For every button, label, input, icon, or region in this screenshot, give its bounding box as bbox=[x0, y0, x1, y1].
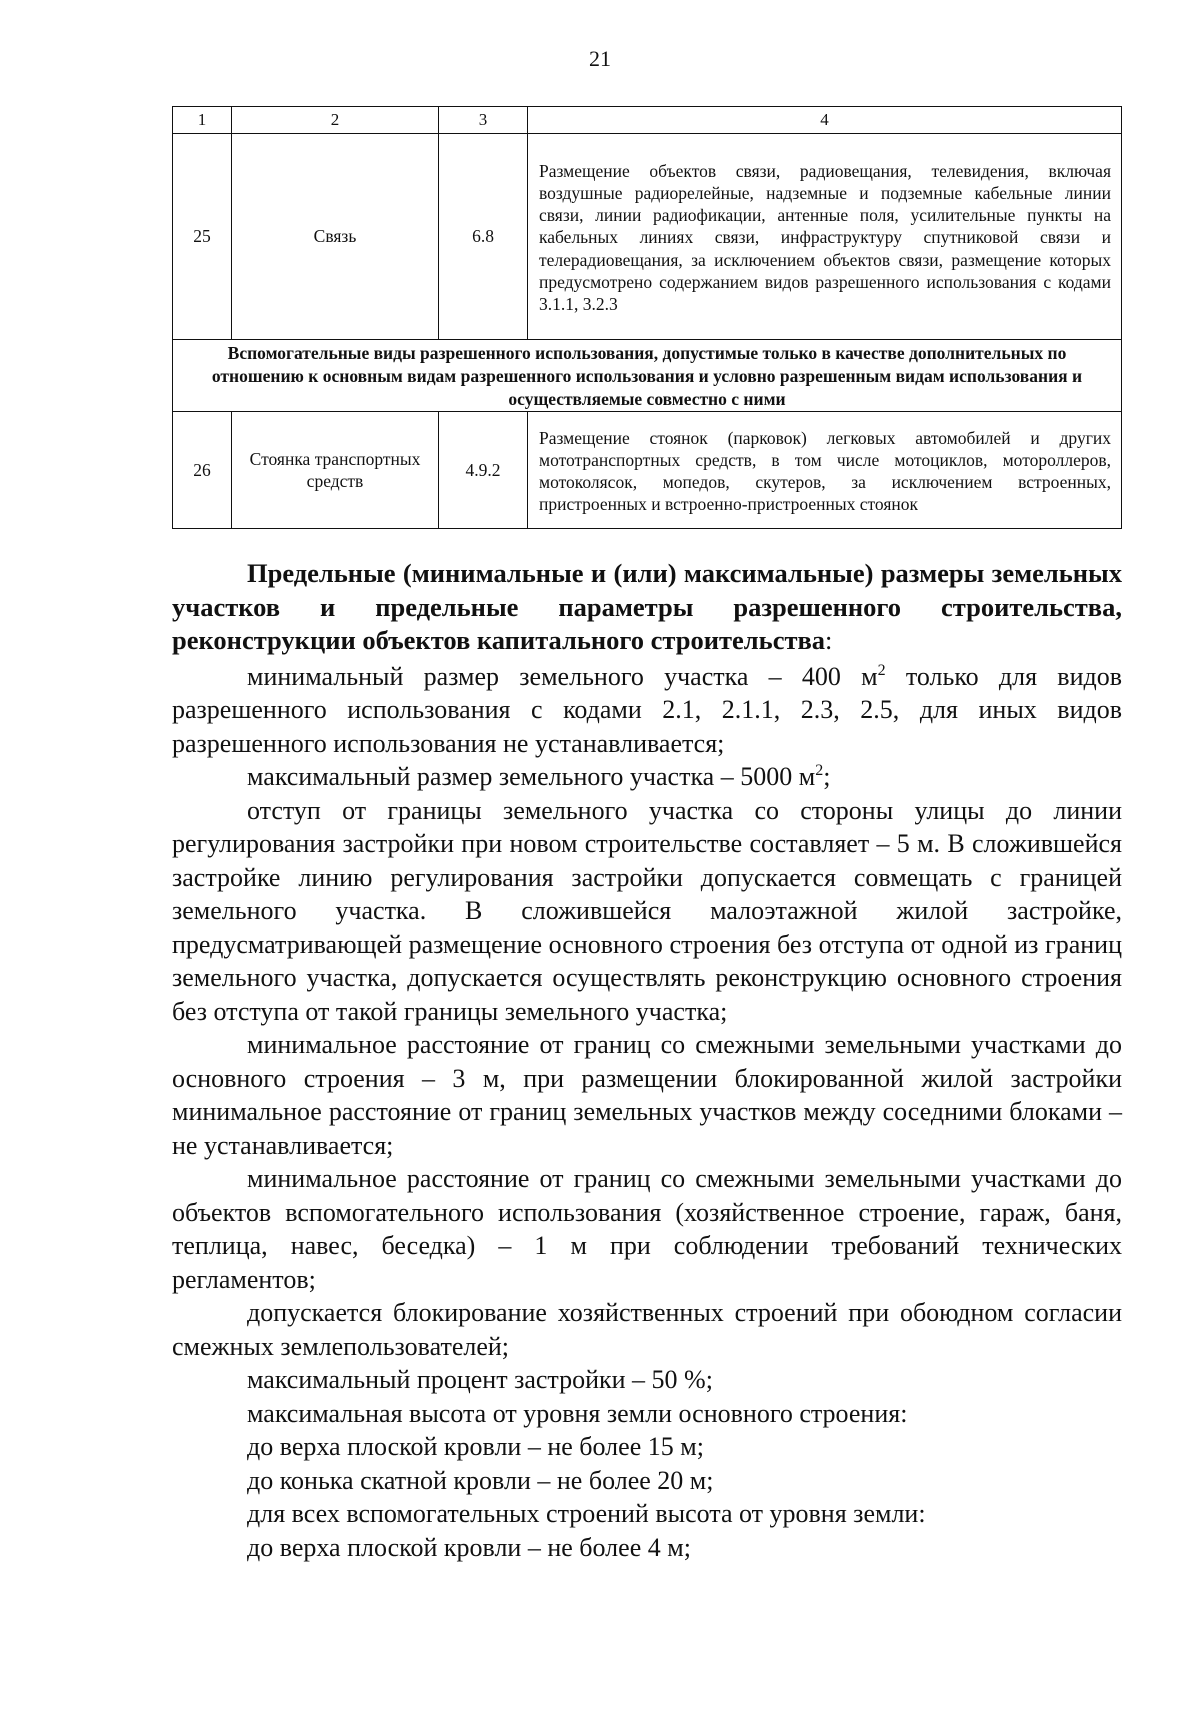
paragraph-main-building-distance: минимальное расстояние от границ со смежными земельными участками до основного строения – 3 м, при размещении блокированной жилой застройки минимальное расстояние от границ земельных участков между соседними блоками – не устанавливается; bbox=[172, 1030, 1122, 1160]
paragraph-max-height: максимальная высота от уровня земли основного строения: bbox=[247, 1398, 908, 1428]
row-number: 26 bbox=[173, 412, 232, 529]
text-fragment: ; bbox=[823, 762, 831, 791]
paragraph-flat-roof: до верха плоской кровли – не более 15 м; bbox=[247, 1432, 704, 1461]
superscript: 2 bbox=[815, 762, 824, 779]
superscript: 2 bbox=[877, 661, 886, 679]
header-col-1: 1 bbox=[173, 107, 232, 134]
page-number: 21 bbox=[589, 46, 611, 71]
text-fragment: минимальный размер земельного участка – 400 м bbox=[247, 661, 878, 691]
table-row bbox=[173, 412, 1122, 529]
table-row bbox=[173, 134, 1122, 340]
section-heading-row bbox=[173, 340, 1122, 412]
header-col-3: 3 bbox=[439, 107, 528, 134]
text-fragment: только для видов разрешенного использования с кодами 2.1, 2.1.1, 2.3, 2.5, для иных видов разрешенного использования не устанавливается; bbox=[172, 661, 1123, 758]
header-col-2: 2 bbox=[232, 107, 439, 134]
paragraph-auxiliary-height: для всех вспомогательных строений высота от уровня земли: bbox=[247, 1499, 926, 1528]
use-description: Размещение объектов связи, радиовещания, телевидения, включая воздушные радиорелейные, надземные и подземные кабельные линии связи, линии радиофикации, антенные поля, усилительные пункты на кабельных линиях связи, инфраструктуру спутниковой связи и телерадиовещания, за исключением объектов связи, размещение которых предусмотрено содержанием видов разрешенного использования с кодами 3.1.1, 3.2.3 bbox=[528, 134, 1122, 340]
paragraph-auxiliary-distance: минимальное расстояние от границ со смежными земельными участками до объектов вспомогательного использования (хозяйственное строение, гараж, баня, теплица, навес, беседка) – 1 м при соблюдении требований технических регламентов; bbox=[172, 1164, 1122, 1294]
section-heading: Вспомогательные виды разрешенного использования, допустимые только в качестве дополнительных по отношению к основным видам разрешенного использования и условно разрешенным видам использования и осуществляемые совместно с ними bbox=[173, 340, 1122, 412]
paragraph-max-plot-size bbox=[172, 760, 1122, 794]
use-name: Стоянка транспортных средств bbox=[232, 412, 439, 529]
paragraph-coverage: максимальный процент застройки – 50 %; bbox=[247, 1365, 713, 1394]
paragraph-min-plot-size bbox=[172, 660, 1122, 761]
paragraph-pitched-roof: до конька скатной кровли – не более 20 м; bbox=[247, 1465, 714, 1495]
use-name: Связь bbox=[232, 134, 439, 340]
section-title-text: Предельные (минимальные и (или) максимальные) размеры земельных участков и предельные параметры разрешенного строительства, реконструкции объектов капитального строительства bbox=[172, 558, 1122, 655]
paragraph-blocking: допускается блокирование хозяйственных строений при обоюдном согласии смежных землепользователей; bbox=[172, 1298, 1122, 1361]
paragraph-auxiliary-flat-roof: до верха плоской кровли – не более 4 м; bbox=[247, 1532, 691, 1562]
text-fragment: максимальный размер земельного участка – 5000 м bbox=[247, 762, 816, 791]
header-col-4: 4 bbox=[528, 107, 1122, 134]
use-description: Размещение стоянок (парковок) легковых автомобилей и других мототранспортных средств, в том числе мотоциклов, мотороллеров, мотоколясок, мопедов, скутеров, за исключением встроенных, пристроенных и встроенно-пристроенных стоянок bbox=[528, 412, 1122, 529]
regulations-text bbox=[172, 557, 1122, 1564]
permitted-use-table bbox=[172, 106, 1122, 529]
use-code: 4.9.2 bbox=[439, 412, 528, 529]
paragraph-street-setback: отступ от границы земельного участка со стороны улицы до линии регулирования застройки при новом строительстве составляет – 5 м. В сложившейся застройке линию регулирования застройки допускается совмещать с границей земельного участка. В сложившейся малоэтажной жилой застройке, предусматривающей размещение основного строения без отступа от одной из границ земельного участка, допускается осуществлять реконструкцию основного строения без отступа от такой границы земельного участка; bbox=[172, 795, 1122, 1026]
section-title bbox=[172, 557, 1122, 658]
table-header-row bbox=[173, 107, 1122, 134]
row-number: 25 bbox=[173, 134, 232, 340]
use-code: 6.8 bbox=[439, 134, 528, 340]
section-title-colon: : bbox=[825, 625, 833, 655]
